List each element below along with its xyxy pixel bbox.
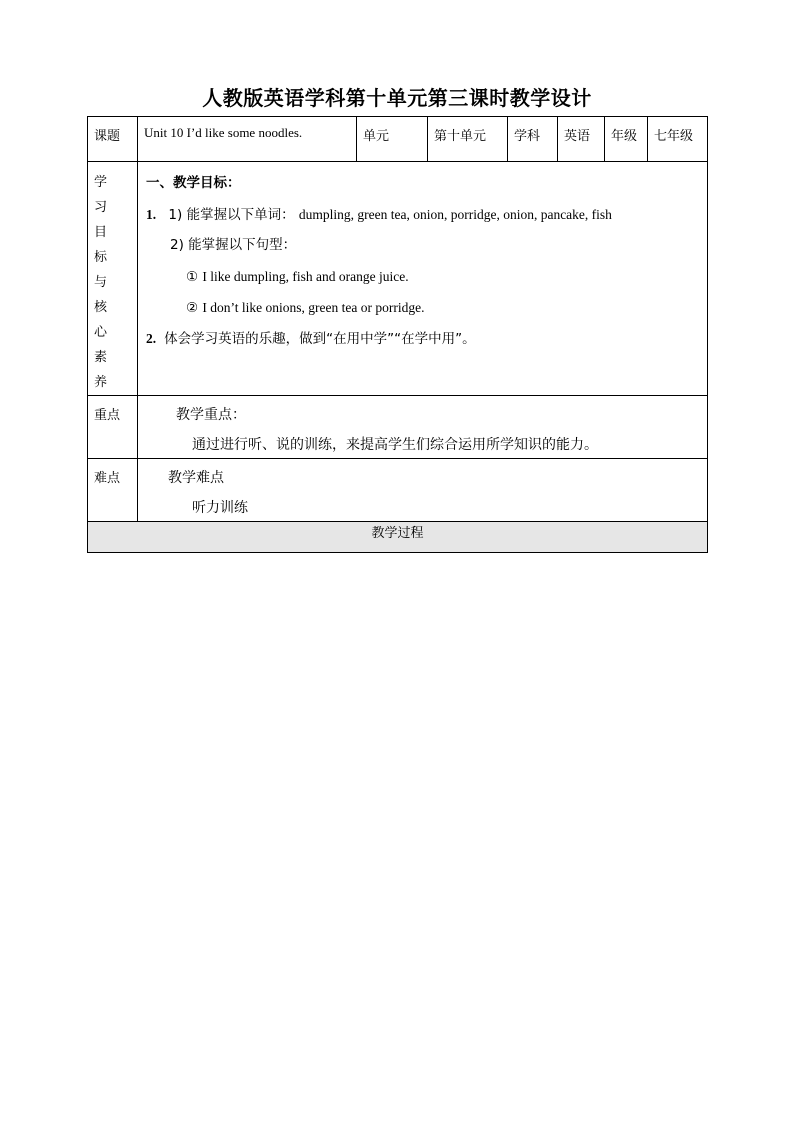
- goals-label: [88, 162, 137, 395]
- unit-label: 单元: [363, 129, 390, 144]
- topic-value: Unit 10 I’d like some noodles.: [144, 125, 303, 140]
- goals-label-cell: [88, 162, 138, 396]
- sentence-1-text: I like dumpling, fish and orange juice.: [202, 269, 409, 284]
- key-points-content-cell: [138, 396, 708, 459]
- sentence-1-line: [146, 261, 701, 292]
- header-row: [88, 117, 708, 162]
- process-row: [88, 522, 708, 553]
- grade-value: 七年级: [654, 129, 694, 144]
- goals-content-cell: [138, 162, 708, 396]
- subject-label: 学科: [514, 129, 541, 144]
- goals-label-line: 与 核: [94, 275, 114, 315]
- topic-label: 课题: [94, 129, 121, 144]
- goal-item-1-words: dumpling, green tea, onion, porridge, onion, pancake, fish: [298, 207, 612, 222]
- process-label: 教学过程: [371, 526, 424, 541]
- goal-item-2-number: 2.: [146, 331, 157, 346]
- grade-value-cell: [648, 117, 708, 162]
- key-points-label-cell: [88, 396, 138, 459]
- topic-value-cell: [138, 117, 357, 162]
- subject-value-cell: [558, 117, 605, 162]
- difficulties-content-cell: [138, 459, 708, 522]
- goal-item-2-line: [146, 323, 701, 354]
- difficulties-label-cell: [88, 459, 138, 522]
- sentence-2-marker: ②: [186, 300, 199, 316]
- key-points-row: [88, 396, 708, 459]
- sentence-1-marker: ①: [186, 269, 199, 285]
- difficulties-row: [88, 459, 708, 522]
- goals-label-line: 学习: [94, 175, 114, 215]
- key-points-content: [138, 396, 707, 458]
- sentence-2-text: I don’t like onions, green tea or porridge.: [202, 300, 425, 315]
- goal-item-1-sub2: 2) 能掌握以下句型：: [170, 237, 297, 253]
- sentence-2-line: [146, 292, 701, 323]
- key-points-heading: 教学重点：: [176, 407, 246, 423]
- goals-label-line: 养: [94, 375, 114, 390]
- subject-value: 英语: [564, 129, 591, 144]
- key-points-text: 通过进行听、说的训练，来提高学生们综合运用所学知识的能力。: [192, 437, 598, 453]
- unit-value-cell: [428, 117, 508, 162]
- goals-row: [88, 162, 708, 396]
- process-header-cell: [88, 522, 708, 553]
- difficulties-content: [138, 459, 707, 521]
- goals-heading: 一、教学目标：: [146, 175, 241, 191]
- difficulties-label: 难点: [94, 471, 121, 486]
- goal-item-1-sub1-prefix: 1) 能掌握以下单词：: [168, 207, 295, 223]
- goal-item-1-line: [146, 199, 701, 230]
- goal-item-2-text: 体会学习英语的乐趣，做到“在用中学”“在学中用”。: [164, 331, 476, 347]
- goals-label-line: 目 标: [94, 225, 114, 265]
- unit-label-cell: [357, 117, 428, 162]
- difficulties-text: 听力训练: [192, 500, 248, 516]
- difficulties-heading: 教学难点: [168, 470, 224, 486]
- goals-label-line: 心 素: [94, 325, 114, 365]
- goals-content: [138, 162, 707, 354]
- grade-label: 年级: [611, 129, 638, 144]
- key-points-label: 重点: [94, 408, 121, 423]
- grade-label-cell: [605, 117, 648, 162]
- topic-label-cell: [88, 117, 138, 162]
- lesson-plan-table: [87, 116, 708, 553]
- unit-value: 第十单元: [434, 129, 487, 144]
- document-title: 人教版英语学科第十单元第三课时教学设计: [202, 86, 592, 110]
- goal-item-1-number: 1.: [146, 207, 157, 222]
- subject-label-cell: [508, 117, 558, 162]
